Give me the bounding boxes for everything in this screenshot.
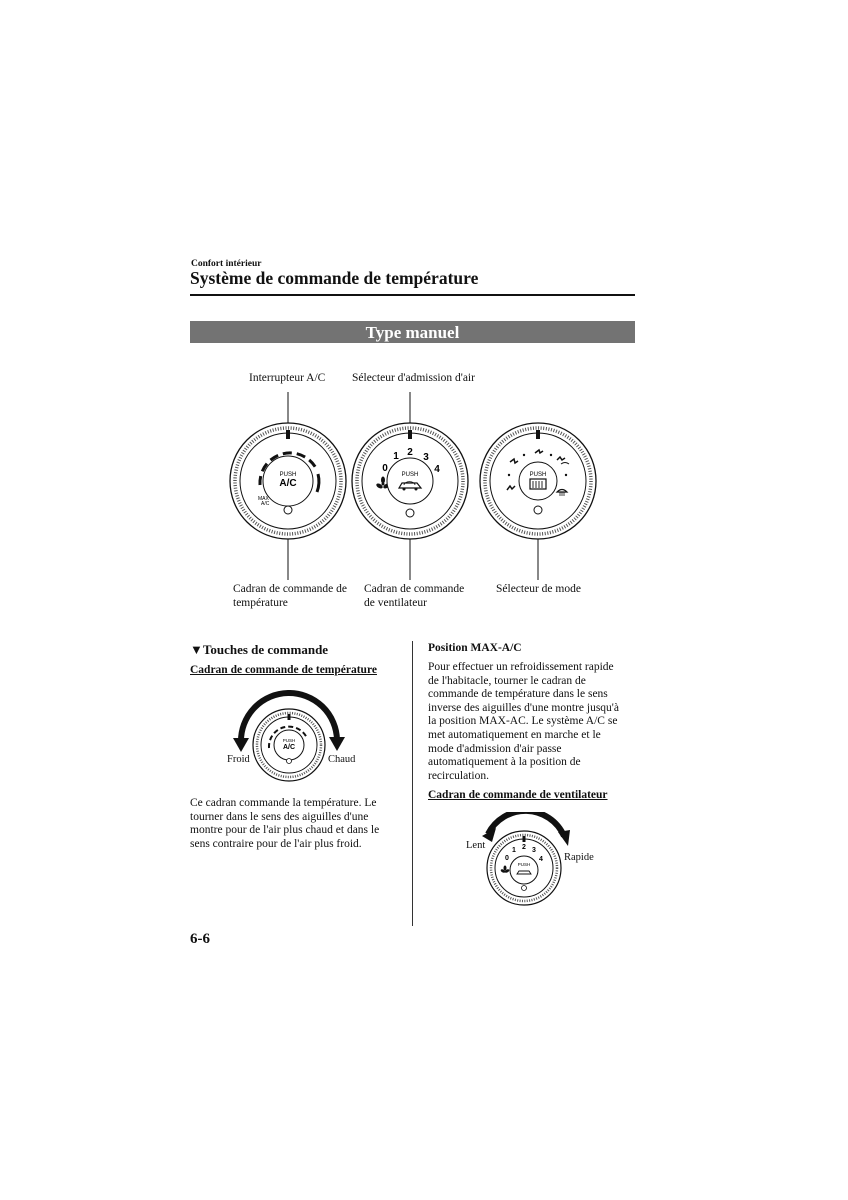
fan-level-3: 3 [423,452,429,463]
controls-heading-text: Touches de commande [202,642,329,657]
callout-temp-dial [233,582,347,610]
temp-knob-push: PUSH [279,472,297,478]
clockwise-arrow-icon [558,830,570,846]
para-line: montre pour de l'air plus chaud et dans le [190,824,380,837]
fan-knob-push: PUSH [401,472,419,478]
small-fan-level-1: 1 [512,847,516,854]
controls-heading [190,642,328,658]
mode-selector-knob[interactable] [480,423,596,539]
max-ac-description [428,661,638,783]
small-temp-ac: A/C [282,744,296,751]
fan-level-4: 4 [434,464,440,475]
banner-label: Type manuel [365,323,460,342]
callout-mode-selector: Sélecteur de mode [496,583,581,595]
temp-knob-max: MAX [258,496,269,502]
callout-temp-line1: Cadran de commande de [233,583,347,595]
para-line: met automatiquement en marche et le [428,728,601,741]
label-hot: Chaud [328,754,356,765]
temp-knob-max-ac: A/C [261,501,270,507]
small-temp-push: PUSH [282,738,296,743]
para-line: commande de température dans le sens [428,688,608,701]
fan-level-2: 2 [407,447,413,458]
page-number: 6-6 [190,931,210,947]
callout-fan-line1: Cadran de commande [364,583,465,595]
section-label: Confort intérieur [191,259,262,269]
label-slow: Lent [466,840,486,851]
column-divider [412,641,413,926]
control-panel-diagram [220,380,600,585]
mode-dot [565,474,567,476]
small-fan-level-3: 3 [532,847,536,854]
para-line: tourner dans le sens des aiguilles d'une [190,810,369,823]
small-fan-push: PUSH [517,862,531,867]
triangle-marker-icon: ▼ [190,642,203,657]
mode-dot [508,474,510,476]
clockwise-arrow-icon [329,737,345,751]
para-line: recirculation. [428,769,489,782]
temp-dial-subheading: Cadran de commande de température [190,664,377,676]
section-banner [190,321,635,343]
callout-fan-line2: de ventilateur [364,597,427,609]
fan-dial-subheading: Cadran de commande de ventilateur [428,789,608,801]
mode-dot [523,454,525,456]
callout-air-intake: Sélecteur d'admission d'air [352,372,475,384]
label-cold: Froid [227,754,250,765]
para-line: la position MAX-AC. Le système A/C se [428,715,618,728]
para-line: sens contraire pour de l'air plus froid. [190,837,362,850]
fan-level-0: 0 [382,463,388,474]
small-fan-level-2: 2 [522,844,526,851]
para-line: automatiquement à la position de [428,756,581,769]
temperature-knob[interactable] [230,423,346,539]
max-ac-heading: Position MAX-A/C [428,642,522,654]
title-rule [190,294,635,296]
callout-ac-switch: Interrupteur A/C [249,372,326,384]
fan-level-1: 1 [393,451,399,462]
temp-knob-ac: A/C [279,478,297,489]
para-line: de l'habitacle, tourner le cadran de [428,674,586,687]
mode-dot [550,454,552,456]
small-fan-level-0: 0 [505,855,509,862]
callout-fan-dial [364,582,464,610]
callout-temp-line2: température [233,597,288,609]
mode-knob-push: PUSH [529,472,547,478]
temp-dial-diagram [225,690,360,785]
page-title: Système de commande de température [190,268,479,288]
para-line: Ce cadran commande la température. Le [190,797,377,809]
temp-dial-description [190,797,405,851]
para-line: inverse des aiguilles d'une montre jusqu'à [428,701,619,714]
small-fan-level-4: 4 [539,856,543,863]
fan-speed-knob[interactable] [352,423,468,539]
counterclockwise-arrow-icon [233,738,249,752]
para-line: Pour effectuer un refroidissement rapide [428,661,614,673]
label-fast: Rapide [564,852,594,863]
para-line: mode d'admission d'air passe [428,742,562,755]
